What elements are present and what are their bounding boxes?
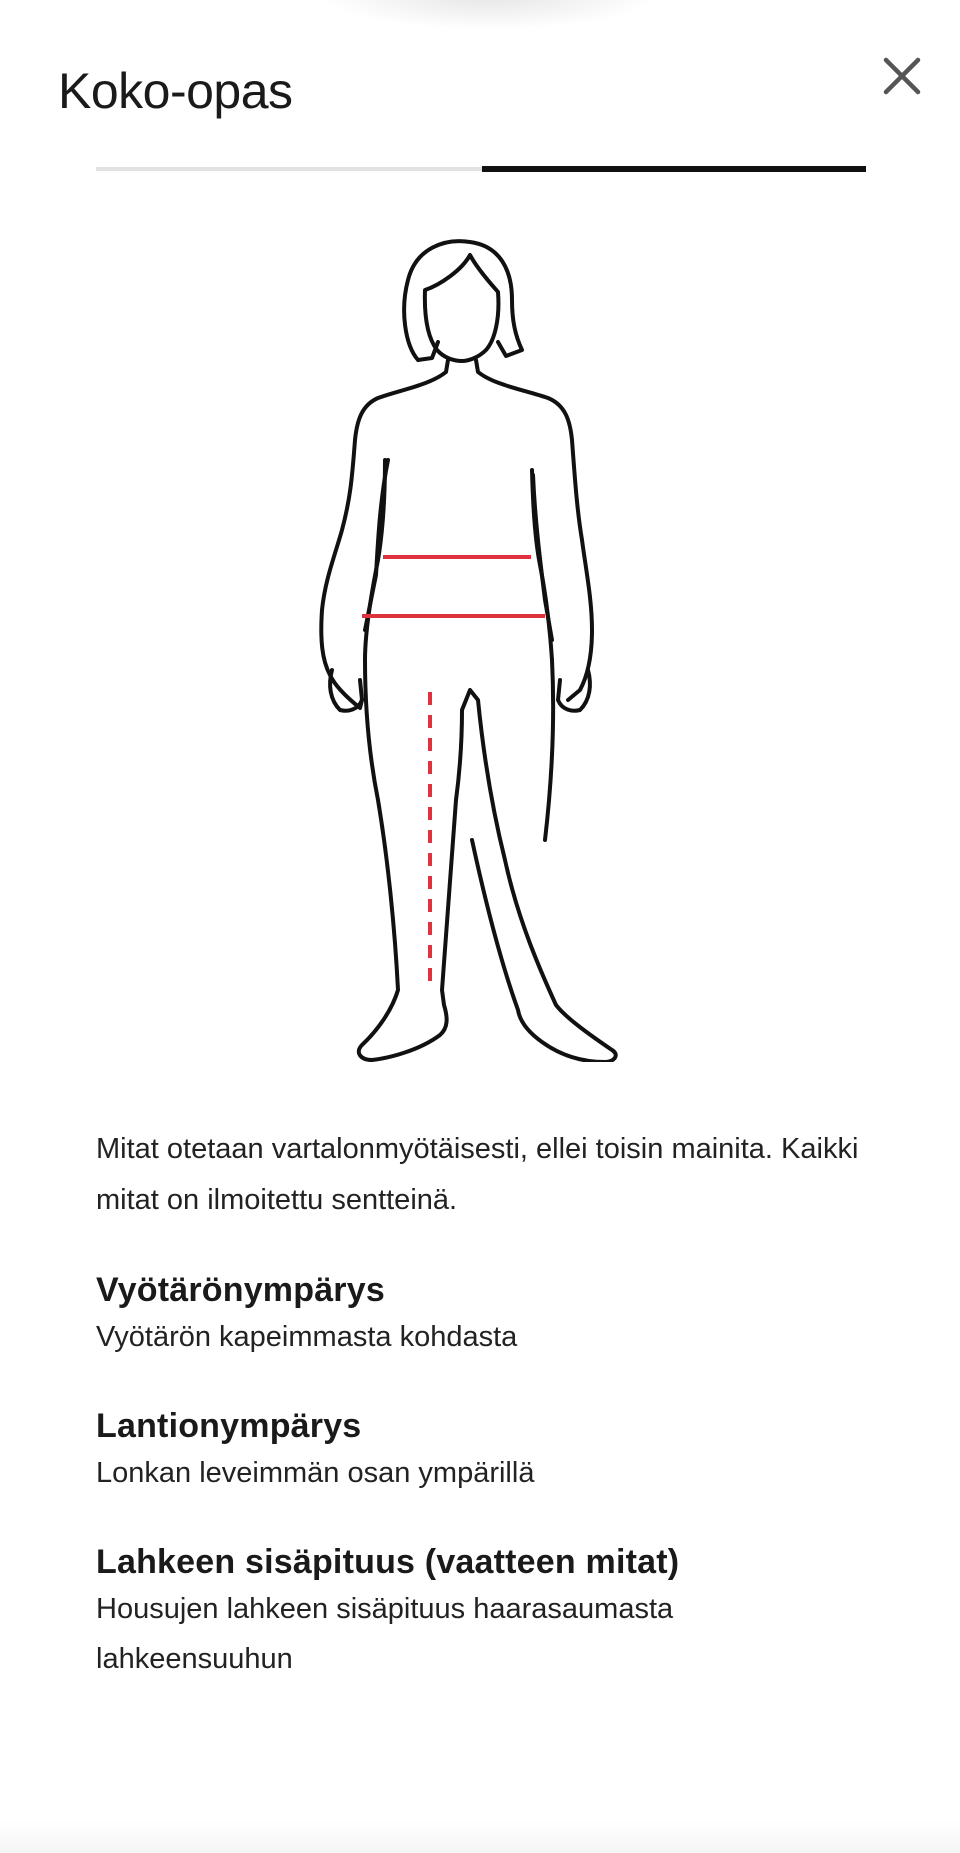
face-outline <box>425 255 499 361</box>
intro-text: Mitat otetaan vartalonmyötäisesti, ellei toisin mainita. Kaikki mitat on ilmoitettu sentteinä. <box>96 1133 859 1216</box>
arm-inner-lines <box>365 460 552 640</box>
torso-sides <box>365 460 552 660</box>
sheet-handle-shadow <box>320 0 660 30</box>
body-measurement-illustration <box>300 232 660 1062</box>
close-button[interactable] <box>880 54 924 98</box>
bottom-edge <box>0 1820 960 1853</box>
close-icon <box>880 54 924 98</box>
section-inseam <box>96 1540 876 1684</box>
left-hand <box>330 670 362 711</box>
section-title: Lantionympärys <box>96 1407 362 1445</box>
section-text: Lonkan leveimmän osan ympärillä <box>96 1457 535 1489</box>
legs-outline <box>359 660 616 1062</box>
section-text: Vyötärön kapeimmasta kohdasta <box>96 1321 518 1353</box>
section-text: Housujen lahkeen sisäpituus haarasaumasta lahkeensuuhun <box>96 1593 674 1675</box>
measurement-info <box>96 1124 876 1684</box>
section-hip <box>96 1404 876 1498</box>
section-title: Lahkeen sisäpituus (vaatteen mitat) <box>96 1543 680 1581</box>
tab-bar <box>96 166 866 172</box>
page-title: Koko-opas <box>58 63 293 119</box>
section-waist <box>96 1268 876 1362</box>
section-title: Vyötärönympärys <box>96 1271 385 1309</box>
tab-2-active[interactable] <box>482 166 866 172</box>
hair-outline <box>404 241 522 360</box>
tab-1[interactable] <box>96 167 482 171</box>
